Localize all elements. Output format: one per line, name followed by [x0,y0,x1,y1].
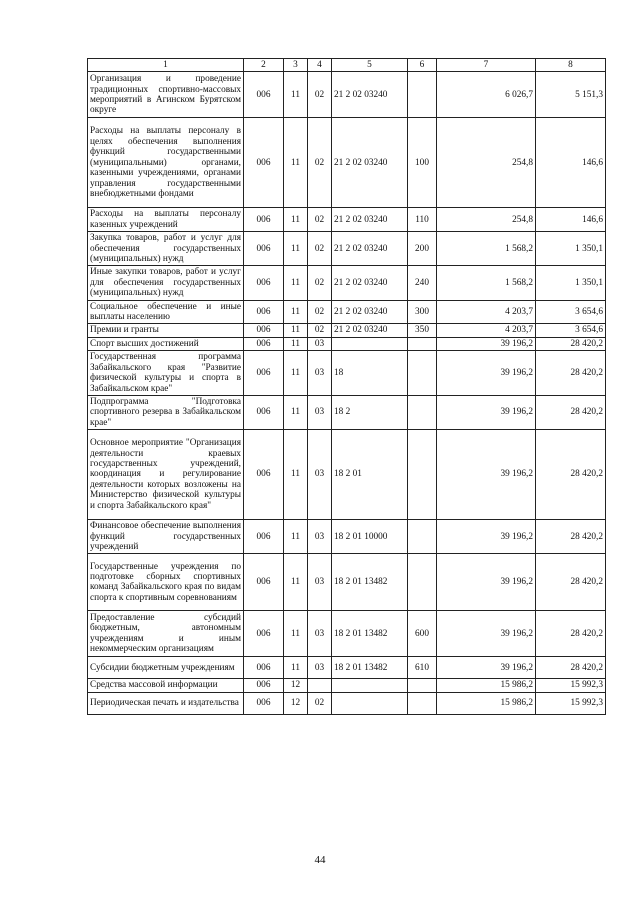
amount-col-8: 28 420,2 [536,337,606,350]
amount-col-8: 146,6 [536,118,606,208]
row-name: Социальное обеспечение и иные выплаты населению [88,300,244,324]
target-article-code: 18 2 01 13482 [332,611,408,657]
section-code: 11 [284,395,308,429]
amount-col-8: 28 420,2 [536,657,606,679]
table-row [88,351,606,396]
admin-code: 006 [244,395,284,429]
expense-type-code: 610 [408,657,437,679]
amount-col-7: 6 026,7 [437,72,536,118]
expense-type-code: 240 [408,266,437,300]
table-row [88,118,606,208]
section-code: 11 [284,118,308,208]
table-row [88,520,606,554]
row-name: Государственная программа Забайкальского края "Развитие физической культуры и спорта в Забайкальском крае" [88,351,244,396]
target-article-code: 18 2 01 10000 [332,520,408,554]
section-code: 12 [284,692,308,714]
row-name: Периодическая печать и издательства [88,692,244,714]
amount-col-8: 28 420,2 [536,554,606,611]
admin-code: 006 [244,72,284,118]
row-name: Предоставление субсидий бюджетным, автономным учреждениям и иным некоммерческим организациям [88,611,244,657]
target-article-code: 18 [332,351,408,396]
section-code: 11 [284,520,308,554]
table-row [88,266,606,300]
amount-col-8: 28 420,2 [536,430,606,520]
target-article-code [332,692,408,714]
target-article-code: 21 2 02 03240 [332,208,408,232]
table-row [88,692,606,714]
table-row [88,395,606,429]
amount-col-7: 15 986,2 [437,679,536,692]
amount-col-8: 5 151,3 [536,72,606,118]
header-cell: 8 [536,59,606,72]
section-code: 11 [284,554,308,611]
amount-col-7: 39 196,2 [437,337,536,350]
subsection-code: 02 [308,72,332,118]
admin-code: 006 [244,520,284,554]
target-article-code: 21 2 02 03240 [332,300,408,324]
row-name: Премии и гранты [88,324,244,337]
row-name: Государственные учреждения по подготовке сборных спортивных команд Забайкальского края по видам спорта к спортивным соревнованиям [88,554,244,611]
table-row [88,232,606,266]
header-cell: 7 [437,59,536,72]
subsection-code: 03 [308,657,332,679]
amount-col-7: 1 568,2 [437,232,536,266]
table-row [88,337,606,350]
admin-code: 006 [244,266,284,300]
table-row [88,324,606,337]
table-row [88,430,606,520]
subsection-code: 02 [308,324,332,337]
target-article-code: 21 2 02 03240 [332,72,408,118]
subsection-code: 02 [308,692,332,714]
amount-col-8: 28 420,2 [536,351,606,396]
section-code: 11 [284,300,308,324]
header-cell: 5 [332,59,408,72]
admin-code: 006 [244,337,284,350]
budget-table [87,58,606,715]
table-row [88,657,606,679]
target-article-code: 18 2 01 13482 [332,554,408,611]
row-name: Средства массовой информации [88,679,244,692]
admin-code: 006 [244,118,284,208]
subsection-code: 03 [308,520,332,554]
expense-type-code [408,430,437,520]
table-row [88,554,606,611]
amount-col-8: 1 350,1 [536,266,606,300]
section-code: 11 [284,611,308,657]
section-code: 11 [284,266,308,300]
amount-col-7: 39 196,2 [437,657,536,679]
row-name: Финансовое обеспечение выполнения функций государственных учреждений [88,520,244,554]
page-number: 44 [314,854,326,866]
admin-code: 006 [244,208,284,232]
row-name: Организация и проведение традиционных спортивно-массовых мероприятий в Агинском Бурятском округе [88,72,244,118]
amount-col-7: 254,8 [437,208,536,232]
table-row [88,300,606,324]
admin-code: 006 [244,554,284,611]
target-article-code: 21 2 02 03240 [332,118,408,208]
admin-code: 006 [244,351,284,396]
amount-col-7: 39 196,2 [437,351,536,396]
subsection-code: 03 [308,351,332,396]
expense-type-code [408,692,437,714]
section-code: 11 [284,232,308,266]
amount-col-8: 3 654,6 [536,300,606,324]
row-name: Иные закупки товаров, работ и услуг для обеспечения государственных (муниципальных) нужд [88,266,244,300]
subsection-code: 02 [308,118,332,208]
section-code: 11 [284,337,308,350]
section-code: 11 [284,351,308,396]
expense-type-code [408,520,437,554]
row-name: Закупка товаров, работ и услуг для обеспечения государственных (муниципальных) нужд [88,232,244,266]
subsection-code: 03 [308,337,332,350]
amount-col-8: 1 350,1 [536,232,606,266]
row-name: Расходы на выплаты персоналу казенных учреждений [88,208,244,232]
subsection-code: 03 [308,395,332,429]
admin-code: 006 [244,692,284,714]
table-row [88,611,606,657]
expense-type-code [408,337,437,350]
amount-col-8: 28 420,2 [536,520,606,554]
header-cell: 6 [408,59,437,72]
table-row [88,208,606,232]
target-article-code: 21 2 02 03240 [332,324,408,337]
amount-col-8: 28 420,2 [536,611,606,657]
admin-code: 006 [244,611,284,657]
row-name: Подпрограмма "Подготовка спортивного резерва в Забайкальском крае" [88,395,244,429]
section-code: 11 [284,430,308,520]
target-article-code: 21 2 02 03240 [332,266,408,300]
amount-col-7: 39 196,2 [437,395,536,429]
header-cell: 1 [88,59,244,72]
expense-type-code: 110 [408,208,437,232]
amount-col-7: 39 196,2 [437,430,536,520]
amount-col-7: 39 196,2 [437,554,536,611]
admin-code: 006 [244,232,284,266]
amount-col-7: 39 196,2 [437,520,536,554]
expense-type-code [408,395,437,429]
amount-col-8: 28 420,2 [536,395,606,429]
admin-code: 006 [244,430,284,520]
admin-code: 006 [244,300,284,324]
subsection-code: 02 [308,208,332,232]
table-body [88,72,606,714]
row-name: Субсидии бюджетным учреждениям [88,657,244,679]
expense-type-code [408,72,437,118]
amount-col-7: 39 196,2 [437,611,536,657]
expense-type-code [408,679,437,692]
expense-type-code: 100 [408,118,437,208]
target-article-code: 18 2 01 [332,430,408,520]
header-cell: 3 [284,59,308,72]
subsection-code: 03 [308,430,332,520]
table-row [88,679,606,692]
row-name: Расходы на выплаты персоналу в целях обеспечения выполнения функций государственными (муниципальными) органами, казенными учреждениями, органами управления государственными внебюджетными фондами [88,118,244,208]
amount-col-8: 146,6 [536,208,606,232]
amount-col-7: 254,8 [437,118,536,208]
section-code: 11 [284,657,308,679]
amount-col-7: 15 986,2 [437,692,536,714]
admin-code: 006 [244,679,284,692]
row-name: Основное мероприятие "Организация деятельности краевых государственных учреждений, координация и регулирование деятельности которых возложены на Министерство физической культуры и спорта Забайкальского края" [88,430,244,520]
admin-code: 006 [244,657,284,679]
expense-type-code [408,351,437,396]
row-name: Спорт высших достижений [88,337,244,350]
header-cell: 2 [244,59,284,72]
amount-col-8: 15 992,3 [536,692,606,714]
section-code: 12 [284,679,308,692]
subsection-code: 02 [308,300,332,324]
amount-col-8: 15 992,3 [536,679,606,692]
target-article-code [332,337,408,350]
section-code: 11 [284,72,308,118]
subsection-code [308,679,332,692]
section-code: 11 [284,208,308,232]
section-code: 11 [284,324,308,337]
amount-col-8: 3 654,6 [536,324,606,337]
subsection-code: 03 [308,554,332,611]
amount-col-7: 4 203,7 [437,300,536,324]
expense-type-code: 600 [408,611,437,657]
expense-type-code: 300 [408,300,437,324]
amount-col-7: 1 568,2 [437,266,536,300]
header-row [88,59,606,72]
expense-type-code: 350 [408,324,437,337]
table-row [88,72,606,118]
expense-type-code [408,554,437,611]
expense-type-code: 200 [408,232,437,266]
subsection-code: 02 [308,266,332,300]
target-article-code: 21 2 02 03240 [332,232,408,266]
target-article-code [332,679,408,692]
subsection-code: 03 [308,611,332,657]
subsection-code: 02 [308,232,332,266]
target-article-code: 18 2 01 13482 [332,657,408,679]
target-article-code: 18 2 [332,395,408,429]
header-cell: 4 [308,59,332,72]
amount-col-7: 4 203,7 [437,324,536,337]
admin-code: 006 [244,324,284,337]
